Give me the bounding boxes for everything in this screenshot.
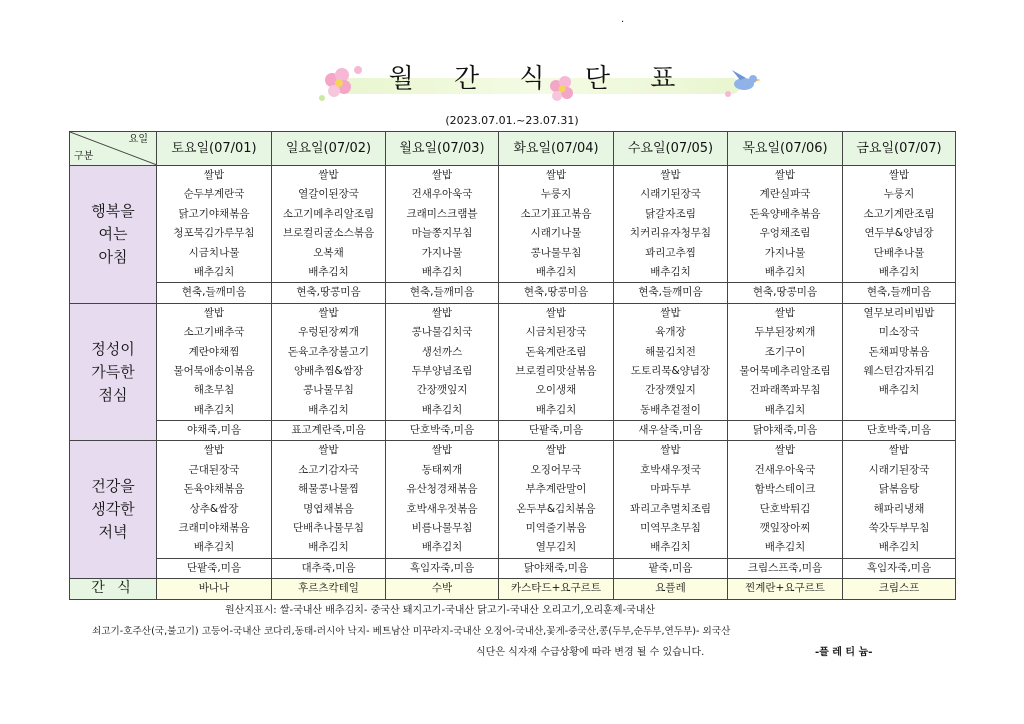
menu-item: 쌀밥 [318,444,339,457]
meal-label-line: 행복을 [91,201,135,220]
menu-cell [614,441,728,579]
menu-item: 우엉채조림 [759,227,811,240]
menu-cell [614,166,728,304]
menu-item: 부추계란말이 [525,483,587,496]
menu-item: 브로컬리맛살볶음 [515,364,597,377]
menu-item: 돈육양배추볶음 [749,207,821,220]
porridge-item: 대추죽,미음 [272,558,385,578]
menu-item: 생선까스 [421,345,463,358]
menu-item: 쌀밥 [431,169,453,181]
menu-list [272,166,385,303]
porridge-item: 야채죽,미음 [157,420,271,440]
menu-list [499,166,613,303]
menu-list [499,304,613,441]
porridge-item: 단호박죽,미음 [843,420,955,440]
menu-item: 순두부계란국 [183,188,245,201]
menu-item: 조기구이 [764,345,806,358]
porridge-item: 현축,땅콩미음 [499,282,613,302]
menu-item: 열갈이된장국 [298,188,359,201]
menu-item: 시금치된장국 [525,326,587,339]
porridge-item: 새우살죽,미음 [614,420,727,440]
meal-label-line: 아침 [98,247,128,266]
menu-item: 배추김치 [421,403,463,416]
menu-item: 오이생채 [535,384,577,397]
menu-cell [843,166,956,304]
meal-label-line: 가득한 [91,362,135,381]
menu-item: 배추김치 [308,403,349,416]
snack-cell: 크림스프 [843,579,956,599]
menu-item: 배추김치 [308,541,349,554]
menu-item: 단배추나물무침 [292,522,364,535]
menu-item: 소고기계란조림 [863,207,935,220]
menu-item: 배추김치 [535,403,577,416]
menu-item: 돈육야채볶음 [183,483,245,496]
menu-item: 유산청경채볶음 [406,483,478,496]
menu-list [614,441,727,578]
menu-item: 동배추겉절이 [640,403,701,416]
menu-cell [499,166,614,304]
day-header: 화요일(07/04) [499,132,614,166]
menu-item: 호박새우젓국 [640,463,701,476]
menu-item: 물어묵애송이볶음 [173,364,255,377]
menu-item: 계란실파국 [759,188,811,201]
company-signature: -플 레 티 늄- [815,647,873,658]
menu-list [386,304,498,441]
menu-item: 비름나물무침 [411,522,473,535]
menu-list [614,304,727,441]
menu-item: 간장깻잎지 [645,384,696,397]
menu-item: 물어묵메추리알조림 [739,364,831,377]
menu-item: 쌀밥 [774,444,796,457]
menu-list [728,441,842,578]
day-header: 금요일(07/07) [843,132,956,166]
snack-cell: 바나나 [157,579,272,599]
menu-item: 쌀밥 [888,169,910,181]
menu-cell [157,441,272,579]
porridge-item: 팥죽,미음 [614,558,727,578]
menu-item: 미역무초무침 [640,522,701,535]
menu-list [728,166,842,303]
menu-cell [728,303,843,441]
menu-item: 닭고기야채볶음 [178,207,250,220]
menu-cell [157,166,272,304]
menu-list [272,304,385,441]
snack-cell: 수박 [386,579,499,599]
menu-item: 쌀밥 [545,169,567,181]
menu-item: 쌀밥 [660,444,681,457]
day-header: 목요일(07/06) [728,132,843,166]
porridge-item: 단팥죽,미음 [499,420,613,440]
menu-cell [499,303,614,441]
porridge-item: 닭야채죽,미음 [728,420,842,440]
menu-item: 크래미스크램블 [406,207,478,220]
menu-cell [386,441,499,579]
menu-item: 쌀밥 [660,169,681,181]
day-header: 수요일(07/05) [614,132,728,166]
menu-item: 배추김치 [193,403,235,416]
menu-list [157,441,271,578]
menu-item: 건새우아욱국 [411,188,473,201]
category-heading: 구분 [74,151,94,162]
menu-item: 배추김치 [193,541,235,554]
porridge-item: 현축,들깨미음 [386,282,498,302]
menu-item: 오복채 [313,246,344,259]
menu-item: 열무김치 [535,541,577,554]
menu-cell [843,303,956,441]
menu-item: 배추김치 [421,265,463,278]
menu-item: 브로컬리굴소스볶음 [282,227,375,240]
menu-item: 해물콩나물찜 [298,483,359,496]
porridge-item: 크림스프죽,미음 [728,558,842,578]
menu-item: 건파래쪽파무침 [749,384,821,397]
menu-item: 소고기감자국 [298,463,359,476]
meal-plan-table [69,131,956,600]
menu-item: 마늘쫑지무침 [411,227,473,240]
porridge-item: 단호박죽,미음 [386,420,498,440]
menu-item: 쌀밥 [203,444,225,457]
snack-cell: 요플레 [614,579,728,599]
menu-item: 해파리냉채 [873,502,925,515]
menu-item: 쑥갓두부무침 [868,522,930,535]
menu-item: 미소장국 [878,326,920,339]
snack-cell: 카스타드+요구르트 [499,579,614,599]
porridge-item: 현축,들깨미음 [843,282,955,302]
meal-label-line: 정성이 [91,339,135,358]
menu-item: 배추김치 [878,384,920,397]
meal-label [70,303,157,441]
menu-list [843,166,955,303]
porridge-item: 단팥죽,미음 [157,558,271,578]
menu-cell [614,303,728,441]
snack-cell: 후르츠칵테일 [272,579,386,599]
meal-label-line: 여는 [98,224,128,243]
menu-item: 육개장 [655,326,686,339]
menu-item [843,401,955,420]
meal-label [70,441,157,579]
meal-row [70,303,956,441]
menu-cell [157,303,272,441]
porridge-item: 흑임자죽,미음 [843,558,955,578]
menu-item: 우렁된장찌개 [298,326,359,339]
menu-item: 간장깻잎지 [416,384,468,397]
menu-item: 상추&쌈장 [189,502,239,515]
menu-cell [272,441,386,579]
menu-item: 단배추나물 [873,246,925,259]
date-range: (2023.07.01.~23.07.31) [445,114,579,127]
menu-cell [386,303,499,441]
menu-list [157,166,271,303]
menu-cell [728,441,843,579]
header-corner [70,132,157,166]
porridge-item: 현축,들깨미음 [157,282,271,302]
menu-item: 시래기된장국 [640,188,701,201]
menu-item: 양배추찜&쌈장 [293,364,364,377]
menu-item: 배추김치 [650,541,691,554]
menu-item: 콩나물무침 [303,384,354,397]
menu-item: 함박스테이크 [754,483,816,496]
menu-item: 도토리묵&양념장 [630,364,711,377]
menu-item: 돈육계란조림 [525,345,587,358]
menu-item: 근대된장국 [188,463,240,476]
porridge-item: 표고계란죽,미음 [272,420,385,440]
porridge-item: 현축,땅콩미음 [728,282,842,302]
menu-item: 소고기배추국 [183,326,245,339]
snack-cell: 찐계란+요구르트 [728,579,843,599]
menu-cell [728,166,843,304]
porridge-item: 흑임자죽,미음 [386,558,498,578]
menu-item: 크래미야채볶음 [178,522,250,535]
meal-label-line: 저녁 [98,523,128,542]
menu-item: 배추김치 [878,541,920,554]
weekday-heading: 요일 [128,134,148,145]
menu-item: 꽈리고추멸치조림 [629,502,712,515]
menu-cell [499,441,614,579]
origin-notice: 원산지표시: 쌀-국내산 배추김치- 중국산 돼지고기-국내산 닭고기-국내산 오리고기,오리훈제-국내산 [225,605,656,616]
meal-label-line: 생각한 [91,500,135,519]
menu-item: 열무보리비빔밥 [863,306,935,319]
menu-item: 소고기메추리알조림 [282,207,375,220]
porridge-item: 닭야채죽,미음 [499,558,613,578]
menu-list [157,304,271,441]
menu-list [843,304,955,441]
menu-item: 쌀밥 [888,444,910,457]
menu-item: 돈채피망볶음 [868,345,930,358]
menu-item: 콩나물김치국 [411,326,473,339]
change-notice: 식단은 식자재 수급상황에 따라 변경 될 수 있습니다. [476,647,705,658]
day-header: 토요일(07/01) [157,132,272,166]
meal-label-line: 점심 [98,385,128,404]
menu-cell [272,303,386,441]
menu-list [386,441,498,578]
title-block [300,56,780,108]
header-row [70,132,956,166]
menu-item: 명엽채볶음 [303,502,354,515]
menu-item: 쌀밥 [203,306,225,319]
menu-item: 꽈리고추찜 [645,246,696,259]
menu-item: 쌀밥 [545,306,567,319]
menu-item: 호박새우젓볶음 [406,502,478,515]
origin-notice-detail: 쇠고기-호주산(국,불고기) 고등어-국내산 코다리,동태-러시아 낙지- 베트남산 미꾸라지-국내산 오징어-국내산,꽃게-중국산,콩(두부,순두부,연두부)- 외국산 [92,626,731,637]
menu-item: 단호박튀김 [759,502,811,515]
menu-item: 콩나물무침 [530,246,582,259]
menu-item: 쌀밥 [431,444,453,457]
menu-item: 가지나물 [764,246,806,259]
menu-list [843,441,955,578]
dot-mark: . [621,14,625,25]
menu-item: 시금치나물 [188,246,240,259]
menu-list [386,166,498,303]
day-header: 일요일(07/02) [272,132,386,166]
menu-item: 쌀밥 [774,306,796,319]
page-title: 월 간 식 단 표 [388,64,692,94]
menu-item: 배추김치 [193,265,235,278]
menu-item: 배추김치 [650,265,691,278]
meal-row [70,441,956,579]
menu-item: 배추김치 [535,265,577,278]
porridge-item: 현축,들깨미음 [614,282,727,302]
menu-item: 깻잎장아찌 [759,522,811,535]
day-header: 월요일(07/03) [386,132,499,166]
menu-item: 누룽지 [540,188,572,201]
menu-item: 쌀밥 [774,169,796,181]
menu-item: 닭갈자조림 [645,207,696,220]
menu-item: 배추김치 [308,265,349,278]
meal-row [70,166,956,304]
menu-list [272,441,385,578]
menu-item: 오징어무국 [530,463,582,476]
menu-item: 계란야채찜 [188,345,240,358]
menu-item: 두부양념조림 [411,364,473,377]
menu-item: 해물김치전 [645,345,696,358]
menu-item: 연두부&양념장 [864,227,934,240]
menu-cell [386,166,499,304]
menu-item: 시래기된장국 [868,463,930,476]
menu-item: 쌀밥 [545,444,567,457]
snack-row [70,579,956,599]
menu-item: 쌀밥 [318,169,339,181]
menu-list [614,166,727,303]
meal-label [70,166,157,304]
meal-label-line: 건강을 [91,477,135,496]
menu-cell [843,441,956,579]
menu-item: 치커리유자청무침 [629,227,712,240]
menu-item: 해초무침 [193,384,235,397]
menu-item: 온두부&김치볶음 [516,502,596,515]
menu-list [499,441,613,578]
menu-item: 배추김치 [421,541,463,554]
menu-item: 마파두부 [650,483,691,496]
menu-item: 소고기표고볶음 [520,207,592,220]
menu-item: 쌀밥 [431,306,453,319]
menu-item: 미역줄기볶음 [525,522,587,535]
snack-label: 간 식 [70,579,157,599]
menu-item: 가지나물 [421,246,463,259]
porridge-item: 현축,땅콩미음 [272,282,385,302]
menu-item: 쌀밥 [660,306,681,319]
menu-item: 돈육고추장불고기 [287,345,370,358]
menu-item: 시래기나물 [530,227,582,240]
menu-item: 쌀밥 [318,306,339,319]
menu-item: 배추김치 [764,265,806,278]
menu-item: 웨스턴감자튀김 [863,364,935,377]
menu-item: 두부된장찌개 [754,326,816,339]
menu-item: 배추김치 [764,541,806,554]
menu-list [728,304,842,441]
menu-cell [272,166,386,304]
menu-item: 누룽지 [883,188,915,201]
menu-item: 건새우아욱국 [754,463,816,476]
menu-item: 쌀밥 [203,169,225,181]
menu-item: 배추김치 [764,403,806,416]
menu-item: 동태찌개 [421,463,463,476]
menu-item: 청포묵김가루무침 [173,227,255,240]
menu-item: 배추김치 [878,265,920,278]
menu-item: 닭볶음탕 [878,483,920,496]
